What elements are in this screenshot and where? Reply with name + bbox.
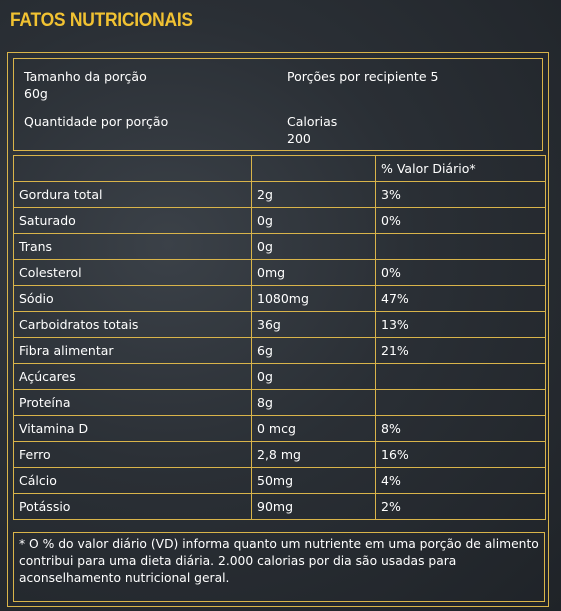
table-row — [14, 494, 546, 520]
nutrient-amount: 0g — [252, 208, 376, 234]
nutrient-amount: 0g — [252, 364, 376, 390]
nutrient-amount: 8g — [252, 390, 376, 416]
nutrient-name: Colesterol — [14, 260, 252, 286]
nutrient-name: Saturado — [14, 208, 252, 234]
nutrient-daily-value — [376, 364, 546, 390]
table-row — [14, 312, 546, 338]
header-cell-nutrient — [14, 156, 252, 182]
serving-size-value: 60g — [24, 86, 48, 101]
nutrient-daily-value: 16% — [376, 442, 546, 468]
nutrient-name: Fibra alimentar — [14, 338, 252, 364]
table-header-row — [14, 156, 546, 182]
nutrient-daily-value: 3% — [376, 182, 546, 208]
nutrition-facts-panel — [7, 52, 549, 607]
serving-info-box — [13, 58, 543, 151]
nutrient-name: Trans — [14, 234, 252, 260]
nutrient-amount: 0 mcg — [252, 416, 376, 442]
nutrient-name: Carboidratos totais — [14, 312, 252, 338]
table-row — [14, 234, 546, 260]
table-row — [14, 260, 546, 286]
nutrient-name: Sódio — [14, 286, 252, 312]
table-row — [14, 390, 546, 416]
nutrient-name: Vitamina D — [14, 416, 252, 442]
nutrient-name: Cálcio — [14, 468, 252, 494]
nutrition-table — [13, 155, 546, 520]
nutrient-daily-value — [376, 390, 546, 416]
nutrient-amount: 6g — [252, 338, 376, 364]
nutrient-amount: 0mg — [252, 260, 376, 286]
nutrient-daily-value — [376, 234, 546, 260]
table-row — [14, 416, 546, 442]
nutrient-amount: 50mg — [252, 468, 376, 494]
table-row — [14, 468, 546, 494]
nutrient-daily-value: 8% — [376, 416, 546, 442]
nutrient-amount: 2,8 mg — [252, 442, 376, 468]
table-row — [14, 338, 546, 364]
nutrient-amount: 36g — [252, 312, 376, 338]
amount-per-serving-label: Quantidade por porção — [24, 114, 169, 129]
table-row — [14, 182, 546, 208]
nutrient-daily-value: 2% — [376, 494, 546, 520]
page-title: FATOS NUTRICIONAIS — [10, 10, 193, 31]
nutrient-daily-value: 4% — [376, 468, 546, 494]
nutrient-daily-value: 21% — [376, 338, 546, 364]
nutrient-name: Potássio — [14, 494, 252, 520]
table-row — [14, 364, 546, 390]
nutrient-daily-value: 0% — [376, 208, 546, 234]
footnote: * O % do valor diário (VD) informa quanto um nutriente em uma porção de alimento contribui para uma dieta diária. 2.000 calorias por dia são usadas para aconselhamento nutricional geral. — [13, 532, 545, 602]
calories-label: Calorias — [287, 114, 338, 129]
table-row — [14, 286, 546, 312]
nutrient-daily-value: 47% — [376, 286, 546, 312]
nutrient-amount: 90mg — [252, 494, 376, 520]
serving-size-label: Tamanho da porção — [24, 69, 147, 84]
nutrient-amount: 0g — [252, 234, 376, 260]
table-row — [14, 442, 546, 468]
nutrient-name: Proteína — [14, 390, 252, 416]
header-cell-daily-value: % Valor Diário* — [376, 156, 546, 182]
calories-value: 200 — [287, 131, 311, 146]
header-cell-amount — [252, 156, 376, 182]
nutrient-daily-value: 13% — [376, 312, 546, 338]
servings-per-container: Porções por recipiente 5 — [287, 69, 439, 84]
nutrient-name: Gordura total — [14, 182, 252, 208]
nutrient-amount: 2g — [252, 182, 376, 208]
nutrient-name: Ferro — [14, 442, 252, 468]
table-row — [14, 208, 546, 234]
nutrient-name: Açúcares — [14, 364, 252, 390]
nutrient-daily-value: 0% — [376, 260, 546, 286]
nutrient-amount: 1080mg — [252, 286, 376, 312]
